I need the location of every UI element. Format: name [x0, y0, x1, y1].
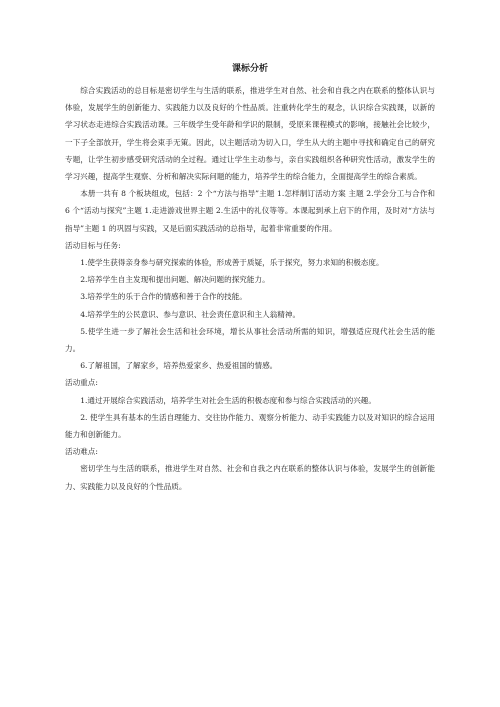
keypoint-item: 1.通过开展综合实践活动，培养学生对社会生活的积极态度和参与综合实践活动的兴趣。	[80, 395, 376, 405]
objective-item: 1.使学生获得亲身参与研究探索的体验，形成善于质疑，乐于探究，努力求知的积极态度。	[80, 258, 384, 268]
document-page	[65, 62, 435, 495]
objective-item: 2.培养学生自主发现和提出问题、解决问题的探究能力。	[80, 275, 270, 285]
composition-paragraph: 本册一共有 8 个板块组成，包括：2 个“方法与指导”主题 1.怎样制订活动方案 主题 2.学会分工与合作和 6 个“活动与探究”主题 1.走进游戏世界主题 2.生活中的礼仪等等。本课起到承上启下的作用，及时对“方法与指导”主题 1 的巩固与实践，又是后面实践活动的总指导，起着非常重要的作用。	[65, 189, 435, 233]
keypoint-item: 2. 使学生具有基本的生活自理能力、交往协作能力、观察分析能力、动手实践能力以及对知识的综合运用能力和创新能力。	[65, 412, 435, 440]
objective-item: 4.培养学生的公民意识、参与意识、社会责任意识和主人翁精神。	[80, 309, 301, 319]
difficulty-heading: 活动难点:	[65, 447, 98, 457]
difficulty-paragraph: 密切学生与生活的联系，推进学生对自然、社会和自我之内在联系的整体认识与体验，发展学生的创新能力、实践能力以及良好的个性品质。	[65, 464, 435, 491]
objective-item: 6.了解祖国，了解家乡，培养热爱家乡、热爱祖国的情感。	[80, 361, 278, 371]
objectives-heading: 活动目标与任务:	[65, 240, 121, 250]
keypoints-heading: 活动重点:	[65, 378, 98, 388]
document-title: 课标分析	[231, 64, 268, 74]
objective-item: 3.培养学生的乐于合作的情感和善于合作的技能。	[80, 292, 247, 302]
objective-item: 5.使学生进一步了解社会生活和社会环境，增长从事社会活动所需的知识，增强适应现代社会生活的能力。	[65, 326, 435, 354]
intro-paragraph: 综合实践活动的总目标是密切学生与生活的联系，推进学生对自然、社会和自我之内在联系的整体认识与体验，发展学生的创新能力、实践能力以及良好的个性品质。注重转化学生的观念，认识综合实践课，以新的学习状态走进综合实践活动课。三年级学生受年龄和学识的限制，受原来课程模式的影响，接触社会比较少，一下子全部放开，学生将会束手无策。因此，以主题活动为切入口，学生从大的主题中寻找和确定自己的研究专题，让学生初步感受研究活动的全过程。通过让学生主动参与，亲自实践组织各种研究性活动，激发学生的学习兴趣，提高学生观察、分析和解决实际问题的能力，培养学生的综合能力，全面提高学生的综合素质。	[65, 86, 435, 182]
